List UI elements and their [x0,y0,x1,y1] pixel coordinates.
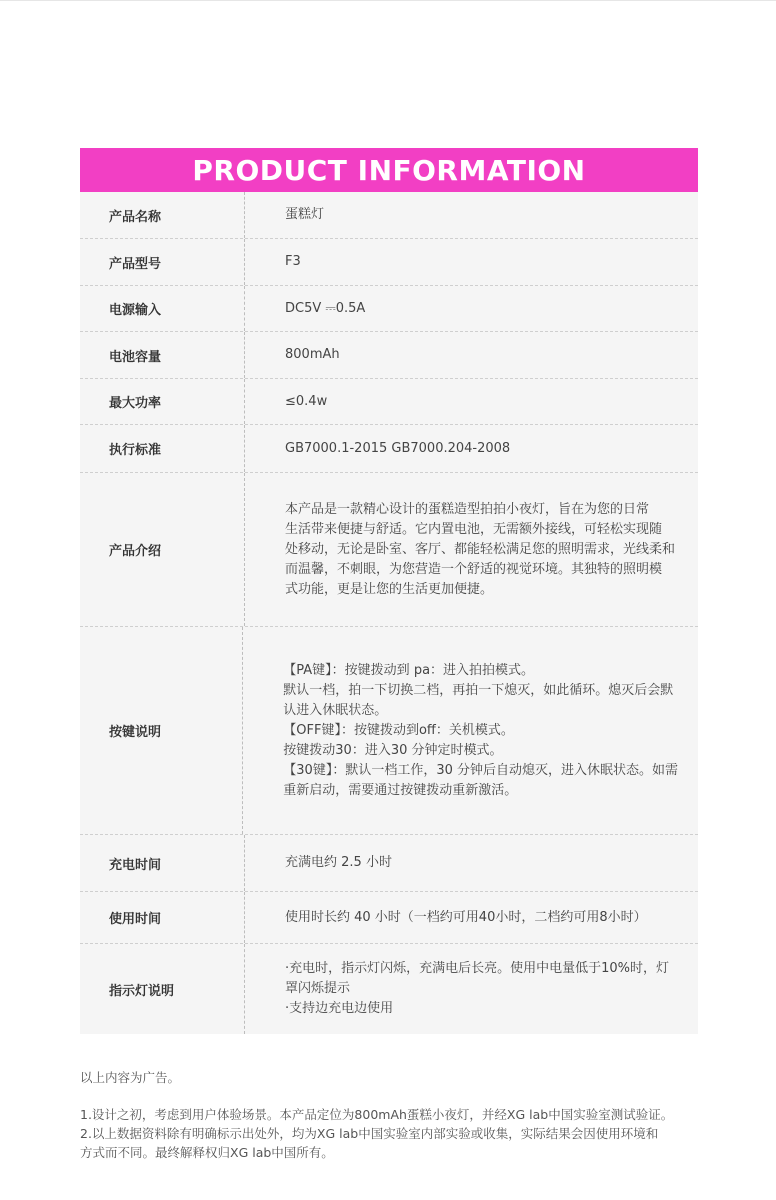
disclaimer-line: 方式而不同。最终解释权归XG lab中国所有。 [80,1145,334,1160]
disclaimer [80,1068,720,1162]
spec-label: 按键说明 [80,627,243,834]
spec-value: 800mAh [285,347,340,362]
spec-row-introduction [80,473,698,627]
spec-value: F3 [285,254,301,269]
spec-row-indicator [80,944,698,1034]
spec-row-name [80,192,698,239]
spec-label: 执行标准 [80,425,245,472]
spec-value: ·充电时，指示灯闪烁，充满电后长亮。使用中电量低于10%时，灯 罩闪烁提示 ·支持边充电边使用 [285,961,670,1016]
ad-notice: 以上内容为广告。 [80,1070,181,1085]
spec-label: 指示灯说明 [80,944,245,1034]
spec-value: 【PA键】：按键拨动到 pa：进入拍拍模式。 默认一档，拍一下切换二档，再拍一下熄灭，如此循环。熄灭后会默 认进入休眠状态。 【OFF键】：按键拨动到off：关机模式。 按键拨动30：进入30 分钟定时模式。 【30键】：默认一档工作，30 分钟后自动熄灭，进入休眠状态。如需 重新启动，需要通过按键拨动重新激活。 [283,662,678,798]
spec-value: 本产品是一款精心设计的蛋糕造型拍拍小夜灯，旨在为您的日常 生活带来便捷与舒适。它内置电池，无需额外接线，可轻松实现随 处移动，无论是卧室、客厅、都能轻松满足您的照明需求，光线柔和 而温馨，不刺眼，为您营造一个舒适的视觉环境。其独特的照明模 式功能，更是让您的生活更加便捷。 [285,501,676,597]
spec-label: 产品介绍 [80,473,245,626]
spec-value: ≤0.4w [285,393,328,409]
spec-label: 电源输入 [80,286,245,331]
spec-row-standard [80,425,698,473]
spec-row-max-power [80,379,698,425]
spec-row-buttons [80,627,698,835]
spec-value: 使用时长约 40 小时（一档约可用40小时，二档约可用8小时） [285,909,647,925]
banner-title: PRODUCT INFORMATION [192,153,586,187]
spec-label: 产品名称 [80,192,245,238]
spec-row-battery [80,332,698,379]
spec-value: DC5V ⎓0.5A [285,300,366,316]
spec-label: 使用时间 [80,892,245,943]
spec-value: 充满电约 2.5 小时 [285,855,392,870]
spec-label: 电池容量 [80,332,245,378]
spec-value: 蛋糕灯 [285,207,325,222]
spec-label: 最大功率 [80,379,245,424]
top-divider [0,0,776,1]
disclaimer-line: 2.以上数据资料除有明确标示出处外，均为XG lab中国实验室内部实验或收集，实际结果会因使用环境和 [80,1126,659,1141]
spec-table [80,192,698,1034]
spec-value: GB7000.1-2015 GB7000.204-2008 [285,440,511,456]
spec-row-power-input [80,286,698,332]
spec-label: 产品型号 [80,239,245,285]
spec-row-charge-time [80,835,698,892]
spec-row-model [80,239,698,286]
disclaimer-line: 1.设计之初，考虑到用户体验场景。本产品定位为800mAh蛋糕小夜灯，并经XG lab中国实验室测试验证。 [80,1107,674,1122]
product-info-banner [80,148,698,192]
spec-row-usage-time [80,892,698,944]
spec-label: 充电时间 [80,835,245,891]
